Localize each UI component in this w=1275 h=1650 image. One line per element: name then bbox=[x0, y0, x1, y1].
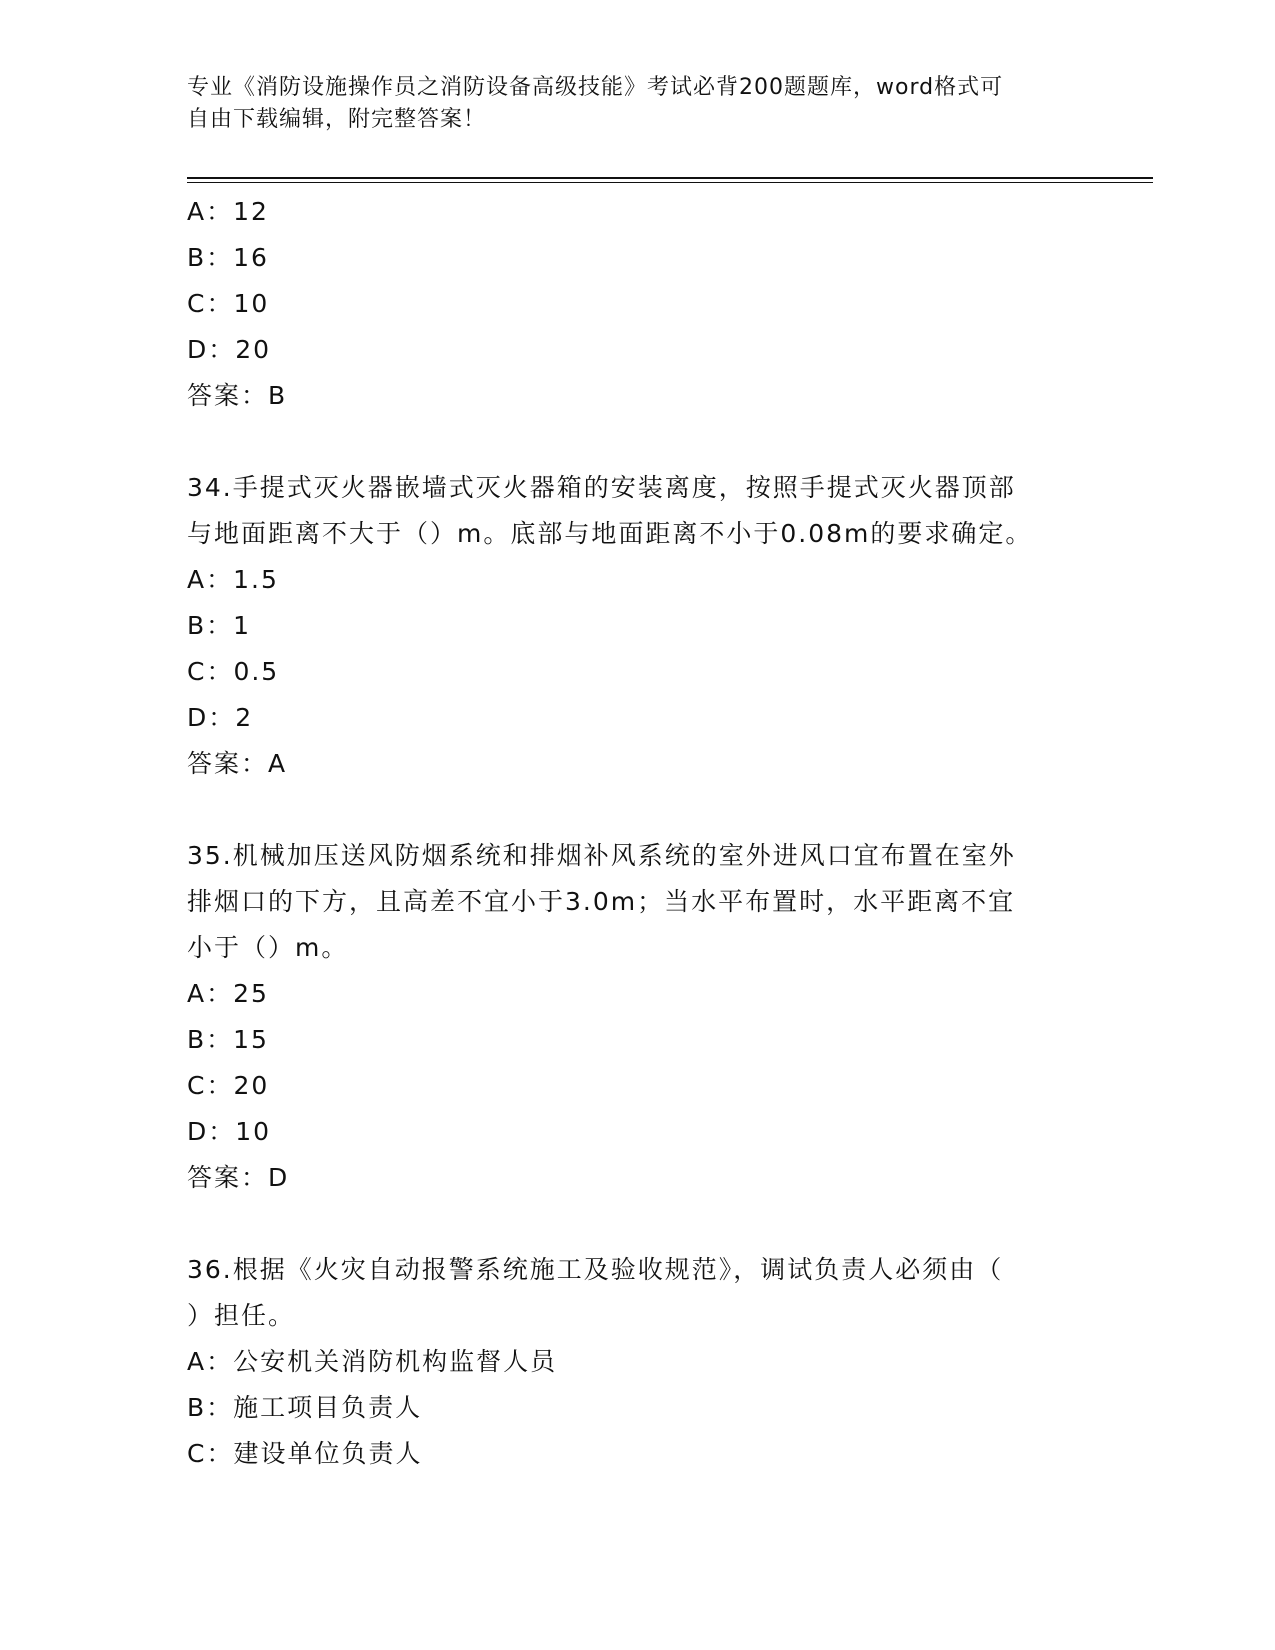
header-divider-thin bbox=[187, 182, 1153, 183]
answer: 答案：A bbox=[187, 749, 288, 778]
question-34 bbox=[187, 465, 1067, 787]
option-d: D：20 bbox=[187, 335, 272, 364]
question-stem-line: 小于（）m。 bbox=[187, 933, 349, 962]
spacer bbox=[187, 419, 1067, 465]
option-c: C：10 bbox=[187, 289, 270, 318]
question-stem-line: 36.根据《火灾自动报警系统施工及验收规范》，调试负责人必须由（ bbox=[187, 1255, 1004, 1284]
option-b: B：1 bbox=[187, 611, 252, 640]
spacer bbox=[187, 787, 1067, 833]
spacer bbox=[187, 1201, 1067, 1247]
header-line-1: 专业《消防设施操作员之消防设备高级技能》考试必背200题题库，word格式可 bbox=[187, 75, 1004, 100]
option-b: B：15 bbox=[187, 1025, 269, 1054]
question-stem-line: 排烟口的下方，且高差不宜小于3.0m；当水平布置时，水平距离不宜 bbox=[187, 887, 1016, 916]
option-a: A：公安机关消防机构监督人员 bbox=[187, 1347, 558, 1376]
question-33 bbox=[187, 189, 1067, 419]
question-35 bbox=[187, 833, 1067, 1201]
header-divider-thick bbox=[187, 177, 1153, 179]
question-36 bbox=[187, 1247, 1067, 1477]
option-a: A：12 bbox=[187, 197, 269, 226]
option-d: D：10 bbox=[187, 1117, 272, 1146]
question-list bbox=[187, 189, 1067, 1477]
option-b: B：16 bbox=[187, 243, 269, 272]
question-stem-line: ）担任。 bbox=[187, 1301, 296, 1330]
document-header bbox=[187, 72, 1067, 136]
option-a: A：1.5 bbox=[187, 565, 279, 594]
option-b: B：施工项目负责人 bbox=[187, 1393, 423, 1422]
option-a: A：25 bbox=[187, 979, 269, 1008]
question-stem-line: 与地面距离不大于（）m。底部与地面距离不小于0.08m的要求确定。 bbox=[187, 519, 1033, 548]
option-c: C：0.5 bbox=[187, 657, 280, 686]
question-stem-line: 35.机械加压送风防烟系统和排烟补风系统的室外进风口宜布置在室外 bbox=[187, 841, 1016, 870]
option-c: C：建设单位负责人 bbox=[187, 1439, 423, 1468]
answer: 答案：D bbox=[187, 1163, 290, 1192]
answer: 答案：B bbox=[187, 381, 288, 410]
question-stem-line: 34.手提式灭火器嵌墙式灭火器箱的安装离度，按照手提式灭火器顶部 bbox=[187, 473, 1016, 502]
header-line-2: 自由下载编辑，附完整答案！ bbox=[187, 107, 487, 132]
option-c: C：20 bbox=[187, 1071, 270, 1100]
option-d: D：2 bbox=[187, 703, 254, 732]
